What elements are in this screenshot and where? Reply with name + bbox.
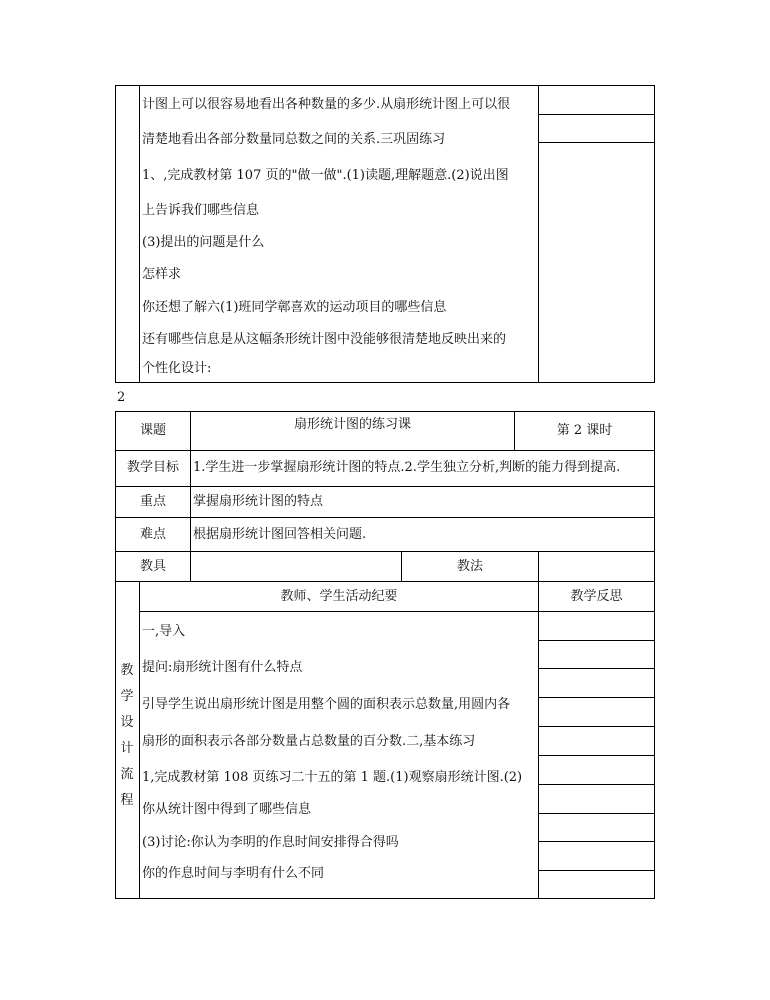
- row-line: [115, 450, 655, 451]
- lesson-table-border-top: [115, 411, 655, 412]
- page-number: 2: [117, 390, 126, 405]
- activity-line: 一,导入: [142, 624, 186, 639]
- topic-label: 课题: [139, 423, 166, 438]
- row-line: [115, 486, 655, 487]
- reflection-row-line: [538, 697, 655, 698]
- top-table-divider: [139, 85, 140, 383]
- top-text-line: 你还想了解六(1)班同学鄣喜欢的运动项目的哪些信息: [142, 300, 447, 315]
- activity-line: 提问:扇形统计图有什么特点: [142, 660, 303, 675]
- process-column-line: [139, 581, 140, 899]
- activity-line: 你的作息时间与李明有什么不同: [142, 866, 325, 881]
- key-value: 掌握扇形统计图的特点: [193, 494, 324, 509]
- top-text-line: 个性化设计:: [142, 361, 212, 376]
- top-text-line: 计图上可以很容易地看出各种数量的多少.从扇形统计图上可以很: [142, 97, 511, 112]
- activity-line: 1,完成教材第 108 页练习二十五的第 1 题.(1)观察扇形统计图.(2): [142, 770, 523, 785]
- top-text-line: (3)提出的问题是什么: [142, 235, 265, 250]
- goal-value: 1.学生进一步掌握扇形统计图的特点.2.学生独立分析,判断的能力得到提高.: [193, 460, 621, 475]
- activity-line: 你从统计图中得到了哪些信息: [142, 802, 312, 817]
- top-table-divider: [538, 85, 539, 383]
- top-text-line: 还有哪些信息是从这幅条形统计图中没能够很清楚地反映出来的: [142, 332, 507, 347]
- activity-line: 引导学生说出扇形统计图是用整个圆的面积表示总数量,用圆内各: [142, 697, 511, 712]
- topic-value: 扇形统计图的练习课: [293, 417, 411, 432]
- reflection-row-line: [538, 142, 655, 143]
- top-text-line: 1、,完成教材第 107 页的"做一做".(1)读题,理解题意.(2)说出图: [142, 168, 509, 183]
- reflection-row-line: [538, 784, 655, 785]
- row-line: [115, 551, 655, 552]
- lesson-table-border-right: [654, 411, 655, 899]
- reflection-header: 教学反思: [570, 589, 623, 604]
- activity-line: 扇形的面积表示各部分数量占总数量的百分数.二,基本练习: [142, 734, 476, 749]
- activities-header: 教师、学生活动纪要: [280, 589, 398, 604]
- lesson-table-border-left: [115, 411, 116, 899]
- top-table-border-bottom: [115, 382, 655, 383]
- reflection-row-line: [538, 114, 655, 115]
- difficult-label: 难点: [139, 527, 166, 542]
- row-line: [139, 611, 655, 612]
- top-text-line: 上告诉我们哪些信息: [142, 203, 260, 218]
- reflection-row-line: [538, 813, 655, 814]
- top-table-border-right: [654, 85, 655, 383]
- lesson-table-border-bottom: [115, 898, 655, 899]
- top-table-border-left: [115, 85, 116, 383]
- method-column-line: [538, 551, 539, 582]
- reflection-column-line: [538, 581, 539, 899]
- reflection-row-line: [538, 726, 655, 727]
- reflection-row-line: [538, 668, 655, 669]
- reflection-row-line: [538, 640, 655, 641]
- top-table-border-top: [115, 85, 655, 86]
- activity-line: (3)讨论:你认为李明的作息时间安排得合得吗: [142, 835, 399, 850]
- reflection-row-line: [538, 841, 655, 842]
- row-line: [115, 517, 655, 518]
- reflection-row-line: [538, 755, 655, 756]
- reflection-row-line: [538, 870, 655, 871]
- top-text-line: 清楚地看出各部分数量同总数之间的关系.三巩固练习: [142, 132, 446, 147]
- process-label: 教学设计流程: [120, 663, 134, 808]
- period-value: 第 2 课时: [556, 423, 613, 438]
- row-line: [115, 581, 655, 582]
- top-text-line: 怎样求: [142, 267, 182, 282]
- label-column-line: [190, 411, 191, 582]
- tools-label: 教具: [139, 559, 166, 574]
- difficult-value: 根据扇形统计图回答相关问题.: [193, 527, 367, 542]
- key-label: 重点: [139, 494, 166, 509]
- method-label: 教法: [456, 559, 483, 574]
- goal-label: 教学目标: [126, 460, 179, 475]
